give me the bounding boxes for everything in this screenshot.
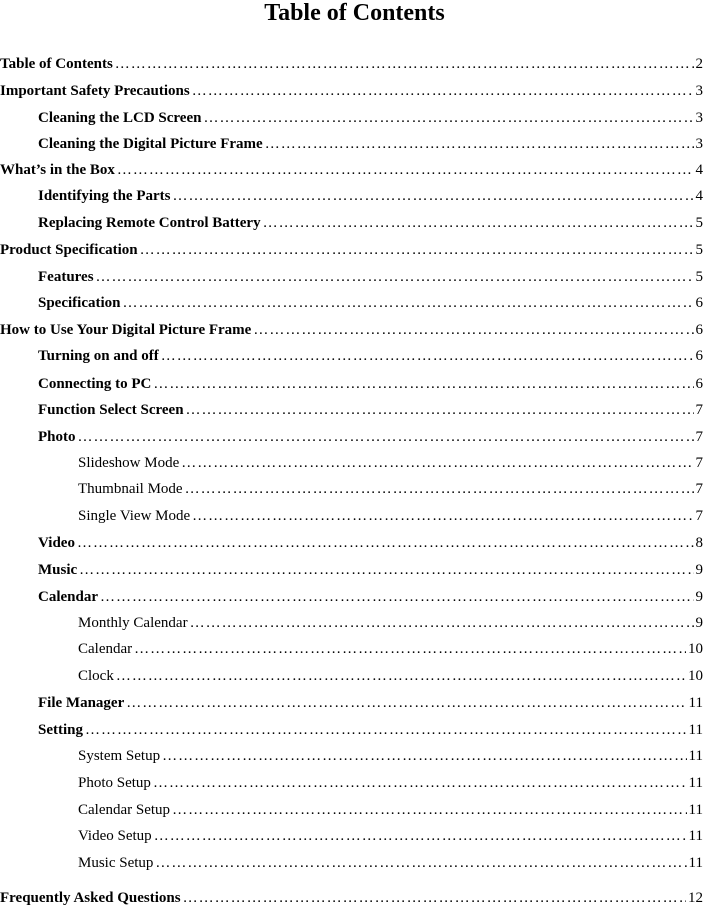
toc-entry-label: Video Setup: [78, 828, 152, 844]
toc-entry-page: 4: [695, 188, 703, 204]
toc-entry-label: Cleaning the LCD Screen: [38, 110, 202, 126]
dot-leader: [153, 773, 687, 793]
dot-leader: [77, 533, 694, 553]
toc-entry-page: 5: [695, 242, 703, 258]
toc-entry-label: What’s in the Box: [0, 162, 115, 178]
toc-entry-page: 9: [695, 615, 703, 631]
dot-leader: [78, 427, 694, 447]
page-title: Table of Contents: [264, 0, 445, 26]
toc-entry[interactable]: [78, 773, 703, 793]
dot-leader: [96, 267, 694, 287]
toc-entry-page: 11: [688, 748, 703, 764]
toc-entry-page: 4: [695, 162, 703, 178]
toc-entry-page: 8: [695, 535, 703, 551]
toc-entry-page: 10: [688, 668, 703, 684]
toc-entry-page: 2: [695, 56, 703, 72]
toc-entry-page: 3: [695, 136, 703, 152]
dot-leader: [192, 81, 694, 101]
toc-entry[interactable]: [38, 533, 703, 553]
toc-entry[interactable]: [78, 506, 703, 526]
toc-entry[interactable]: [78, 453, 703, 473]
toc-entry[interactable]: [38, 374, 703, 394]
toc-entry-label: Photo: [38, 429, 76, 445]
toc-entry-page: 5: [695, 215, 703, 231]
toc-entry-page: 5: [695, 269, 703, 285]
toc-entry-page: 11: [688, 828, 703, 844]
toc-entry-page: 11: [688, 802, 703, 818]
toc-entry-label: Calendar Setup: [78, 802, 171, 818]
toc-entry-page: 11: [688, 695, 703, 711]
toc-entry[interactable]: [38, 693, 703, 713]
toc-entry[interactable]: [78, 666, 703, 686]
toc-entry[interactable]: [0, 240, 703, 260]
toc-entry[interactable]: [38, 108, 703, 128]
toc-entry[interactable]: [38, 267, 703, 287]
dot-leader: [181, 453, 693, 473]
dot-leader: [155, 853, 686, 873]
toc-entry-page: 3: [695, 110, 703, 126]
toc-entry[interactable]: [38, 560, 703, 580]
toc-entry-page: 9: [695, 589, 703, 605]
toc-entry[interactable]: [78, 826, 703, 846]
toc-entry[interactable]: [78, 479, 703, 499]
dot-leader: [161, 346, 694, 366]
toc-entry[interactable]: [38, 293, 703, 313]
dot-leader: [203, 108, 693, 128]
toc-entry-page: 10: [688, 641, 703, 657]
dot-leader: [185, 479, 694, 499]
toc-entry-label: Thumbnail Mode: [78, 481, 183, 497]
toc-entry[interactable]: [38, 427, 703, 447]
toc-entry-label: File Manager: [38, 695, 125, 711]
toc-entry-label: Table of Contents: [0, 56, 113, 72]
toc-entry-page: 6: [695, 295, 703, 311]
toc-entry-page: 6: [695, 348, 703, 364]
toc-entry-page: 11: [688, 775, 703, 791]
dot-leader: [263, 213, 694, 233]
toc-entry-label: Calendar: [78, 641, 133, 657]
dot-leader: [190, 613, 694, 633]
toc-entry[interactable]: [0, 81, 703, 101]
toc-entry-label: Replacing Remote Control Battery: [38, 215, 261, 231]
toc-entry-label: Identifying the Parts: [38, 188, 171, 204]
toc-entry[interactable]: [78, 639, 703, 659]
dot-leader: [79, 560, 693, 580]
toc-entry-label: Music Setup: [78, 855, 154, 871]
dot-leader: [116, 666, 686, 686]
toc-entry[interactable]: [38, 134, 703, 154]
dot-leader: [162, 746, 686, 766]
dot-leader: [126, 693, 686, 713]
toc-entry-page: 7: [695, 455, 703, 471]
toc-entry-label: Function Select Screen: [38, 402, 184, 418]
toc-entry-label: Frequently Asked Questions: [0, 890, 181, 906]
dot-leader: [115, 54, 694, 74]
dot-leader: [265, 134, 694, 154]
dot-leader: [192, 506, 693, 526]
toc-entry-label: Music: [38, 562, 78, 578]
toc-entry-label: Specification: [38, 295, 121, 311]
toc-entry-page: 7: [695, 429, 703, 445]
toc-entry-label: Monthly Calendar: [78, 615, 188, 631]
dot-leader: [183, 888, 686, 908]
toc-entry-label: Calendar: [38, 589, 98, 605]
toc-entry-page: 7: [695, 402, 703, 418]
toc-entry[interactable]: [0, 888, 703, 908]
toc-entry[interactable]: [38, 346, 703, 366]
toc-entry-page: 9: [695, 562, 703, 578]
dot-leader: [140, 240, 694, 260]
toc-entry[interactable]: [38, 720, 703, 740]
toc-entry[interactable]: [78, 800, 703, 820]
dot-leader: [134, 639, 686, 659]
toc-entry-label: Slideshow Mode: [78, 455, 180, 471]
toc-entry-page: 6: [695, 376, 703, 392]
dot-leader: [186, 400, 694, 420]
dot-leader: [117, 160, 694, 180]
toc-entry-label: System Setup: [78, 748, 161, 764]
dot-leader: [172, 800, 686, 820]
toc-entry-page: 7: [695, 481, 703, 497]
dot-leader: [153, 374, 693, 394]
toc-entry[interactable]: [38, 400, 703, 420]
toc-entry-page: 3: [695, 83, 703, 99]
toc-entry-label: Features: [38, 269, 94, 285]
toc-entry-label: Photo Setup: [78, 775, 151, 791]
dot-leader: [154, 826, 687, 846]
toc-entry[interactable]: [0, 54, 703, 74]
dot-leader: [85, 720, 687, 740]
toc-entry-label: How to Use Your Digital Picture Frame: [0, 322, 252, 338]
toc-entry-label: Setting: [38, 722, 83, 738]
toc-entry[interactable]: [0, 320, 703, 340]
toc-entry-page: 11: [688, 855, 703, 871]
toc-entry-label: Video: [38, 535, 75, 551]
toc-entry[interactable]: [0, 160, 703, 180]
toc-entry-label: Important Safety Precautions: [0, 83, 190, 99]
toc-entry[interactable]: [38, 587, 703, 607]
toc-entry-page: 7: [695, 508, 703, 524]
toc-entry[interactable]: [78, 853, 703, 873]
toc-entry[interactable]: [38, 213, 703, 233]
dot-leader: [123, 293, 694, 313]
toc-entry-page: 11: [688, 722, 703, 738]
toc-entry[interactable]: [78, 746, 703, 766]
toc-entry-label: Turning on and off: [38, 348, 159, 364]
toc-entry-label: Cleaning the Digital Picture Frame: [38, 136, 263, 152]
toc-entry-label: Clock: [78, 668, 114, 684]
toc-entry-page: 12: [688, 890, 703, 906]
toc-entry-page: 6: [695, 322, 703, 338]
toc-entry-label: Product Specification: [0, 242, 138, 258]
toc-entry-label: Connecting to PC: [38, 376, 152, 392]
toc-entry-label: Single View Mode: [78, 508, 191, 524]
dot-leader: [253, 320, 693, 340]
dot-leader: [100, 587, 694, 607]
dot-leader: [173, 186, 694, 206]
toc-entry[interactable]: [38, 186, 703, 206]
toc-entry[interactable]: [78, 613, 703, 633]
